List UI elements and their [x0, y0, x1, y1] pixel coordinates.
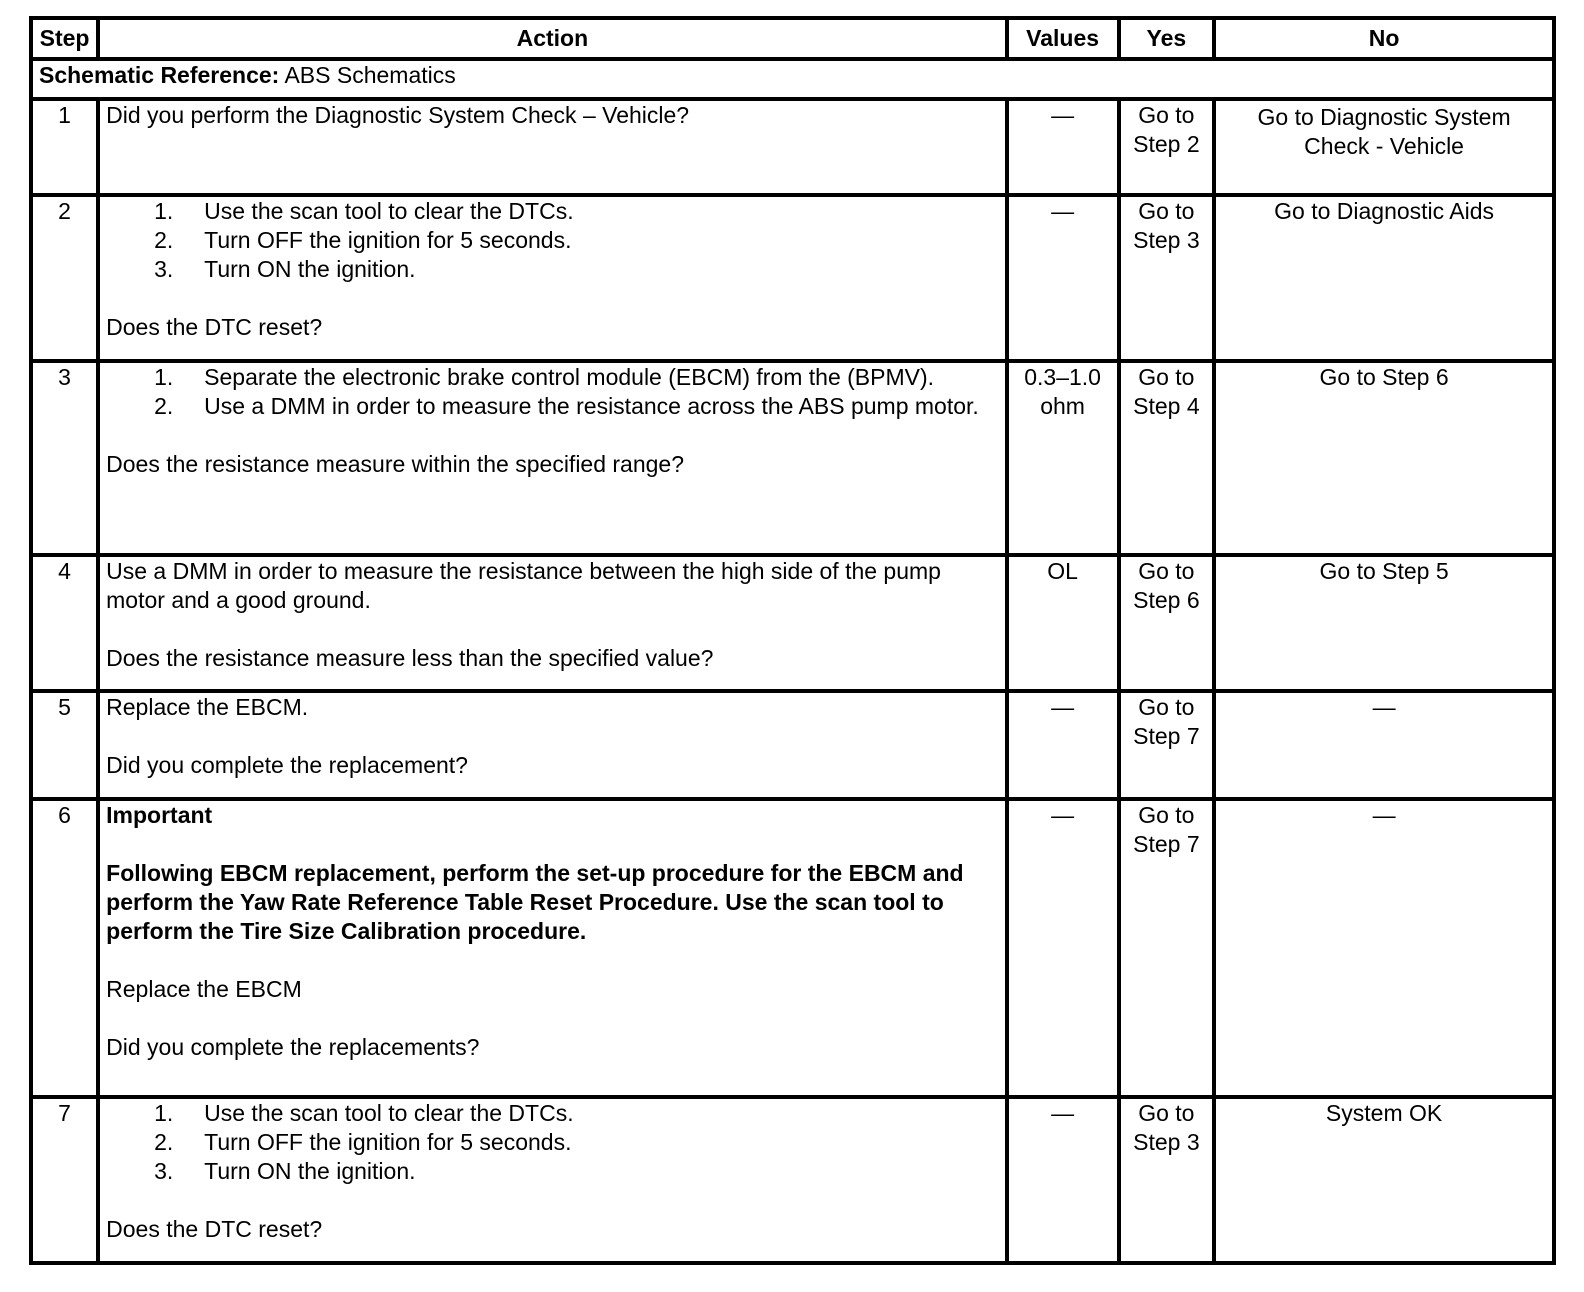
action-text: Did you perform the Diagnostic System Check – Vehicle?	[106, 102, 690, 128]
header-step: Step	[31, 18, 98, 59]
action-cell	[98, 99, 1007, 195]
header-action: Action	[98, 18, 1007, 59]
table-row	[31, 99, 1554, 195]
yes-line: Go to	[1138, 102, 1195, 128]
list-item-text: Turn OFF the ignition for 5 seconds.	[204, 227, 572, 253]
action-list	[106, 363, 999, 421]
no-cell: Go to Step 5	[1214, 555, 1554, 691]
schematic-row	[31, 59, 1554, 99]
yes-step: Step 4	[1133, 393, 1200, 419]
step-number: 1	[31, 99, 98, 195]
yes-line: Go to	[1138, 802, 1195, 828]
step-number: 4	[31, 555, 98, 691]
yes-cell	[1119, 195, 1215, 361]
important-label: Important	[106, 802, 213, 828]
yes-cell	[1119, 799, 1215, 1097]
yes-cell	[1119, 99, 1215, 195]
step-number: 7	[31, 1097, 98, 1263]
value-cell: 0.3–1.0 ohm	[1007, 361, 1119, 555]
no-cell: Go to Diagnostic System Check - Vehicle	[1214, 99, 1554, 195]
table-row	[31, 195, 1554, 361]
yes-line: Go to	[1138, 198, 1195, 224]
table-row	[31, 691, 1554, 799]
action-cell	[98, 691, 1007, 799]
schematic-reference	[31, 59, 1554, 99]
yes-cell	[1119, 1097, 1215, 1263]
header-row	[31, 18, 1554, 59]
action-question: Does the DTC reset?	[106, 1216, 323, 1242]
value-cell: —	[1007, 1097, 1119, 1263]
list-item: 3. Turn ON the ignition.	[154, 256, 416, 282]
value-cell: —	[1007, 799, 1119, 1097]
header-yes: Yes	[1119, 18, 1215, 59]
list-item: 1. Separate the electronic brake control module (EBCM) from the (BPMV).	[154, 364, 935, 390]
action-cell	[98, 555, 1007, 691]
value-cell: —	[1007, 691, 1119, 799]
no-cell: System OK	[1214, 1097, 1554, 1263]
yes-line: Go to	[1138, 558, 1195, 584]
header-values: Values	[1007, 18, 1119, 59]
action-cell	[98, 1097, 1007, 1263]
value-cell: OL	[1007, 555, 1119, 691]
schematic-label: Schematic Reference:	[39, 62, 280, 88]
list-item-text: Use the scan tool to clear the DTCs.	[204, 1100, 574, 1126]
no-cell: —	[1214, 691, 1554, 799]
list-item-text: Separate the electronic brake control module (EBCM) from the (BPMV).	[204, 364, 935, 390]
yes-step: Step 6	[1133, 587, 1200, 613]
action-question: Did you complete the replacements?	[106, 1034, 480, 1060]
yes-cell	[1119, 361, 1215, 555]
value-cell: —	[1007, 99, 1119, 195]
list-item: 2. Use a DMM in order to measure the resistance across the ABS pump motor.	[154, 393, 979, 419]
action-list	[106, 197, 999, 284]
list-item: 2. Turn OFF the ignition for 5 seconds.	[154, 227, 572, 253]
important-text: Following EBCM replacement, perform the set-up procedure for the EBCM and perform the Yaw Rate Reference Table Reset Procedure. Use the scan tool to perform the Tire Size Calibration procedure.	[106, 860, 964, 944]
value-cell: —	[1007, 195, 1119, 361]
step-number: 6	[31, 799, 98, 1097]
list-item-text: Use a DMM in order to measure the resistance across the ABS pump motor.	[204, 393, 979, 419]
table-row	[31, 555, 1554, 691]
no-cell: Go to Step 6	[1214, 361, 1554, 555]
schematic-value: ABS Schematics	[279, 62, 456, 88]
step-number: 5	[31, 691, 98, 799]
yes-step: Step 3	[1133, 1129, 1200, 1155]
no-cell: —	[1214, 799, 1554, 1097]
action-list	[106, 1099, 999, 1186]
list-item-text: Turn ON the ignition.	[204, 256, 416, 282]
yes-line: Go to	[1138, 1100, 1195, 1126]
list-item-text: Turn OFF the ignition for 5 seconds.	[204, 1129, 572, 1155]
step-number: 3	[31, 361, 98, 555]
yes-step: Step 7	[1133, 831, 1200, 857]
action-cell	[98, 799, 1007, 1097]
action-question: Did you complete the replacement?	[106, 752, 468, 778]
action-text: Replace the EBCM	[106, 976, 302, 1002]
list-item: 3. Turn ON the ignition.	[154, 1158, 416, 1184]
header-no: No	[1214, 18, 1554, 59]
table-row	[31, 1097, 1554, 1263]
list-item: 1. Use the scan tool to clear the DTCs.	[154, 198, 574, 224]
no-cell: Go to Diagnostic Aids	[1214, 195, 1554, 361]
table-row	[31, 799, 1554, 1097]
yes-line: Go to	[1138, 364, 1195, 390]
step-number: 2	[31, 195, 98, 361]
action-cell	[98, 361, 1007, 555]
list-item-text: Turn ON the ignition.	[204, 1158, 416, 1184]
yes-cell	[1119, 691, 1215, 799]
action-text: Use a DMM in order to measure the resistance between the high side of the pump motor and a good ground.	[106, 558, 941, 613]
diagnostic-table	[29, 16, 1556, 1265]
list-item: 1. Use the scan tool to clear the DTCs.	[154, 1100, 574, 1126]
action-cell	[98, 195, 1007, 361]
yes-cell	[1119, 555, 1215, 691]
action-question: Does the resistance measure within the specified range?	[106, 451, 685, 477]
list-item: 2. Turn OFF the ignition for 5 seconds.	[154, 1129, 572, 1155]
yes-step: Step 3	[1133, 227, 1200, 253]
yes-step: Step 2	[1133, 131, 1200, 157]
action-text: Replace the EBCM.	[106, 694, 309, 720]
table-row	[31, 361, 1554, 555]
action-question: Does the resistance measure less than the specified value?	[106, 645, 714, 671]
action-question: Does the DTC reset?	[106, 314, 323, 340]
yes-line: Go to	[1138, 694, 1195, 720]
yes-step: Step 7	[1133, 723, 1200, 749]
list-item-text: Use the scan tool to clear the DTCs.	[204, 198, 574, 224]
